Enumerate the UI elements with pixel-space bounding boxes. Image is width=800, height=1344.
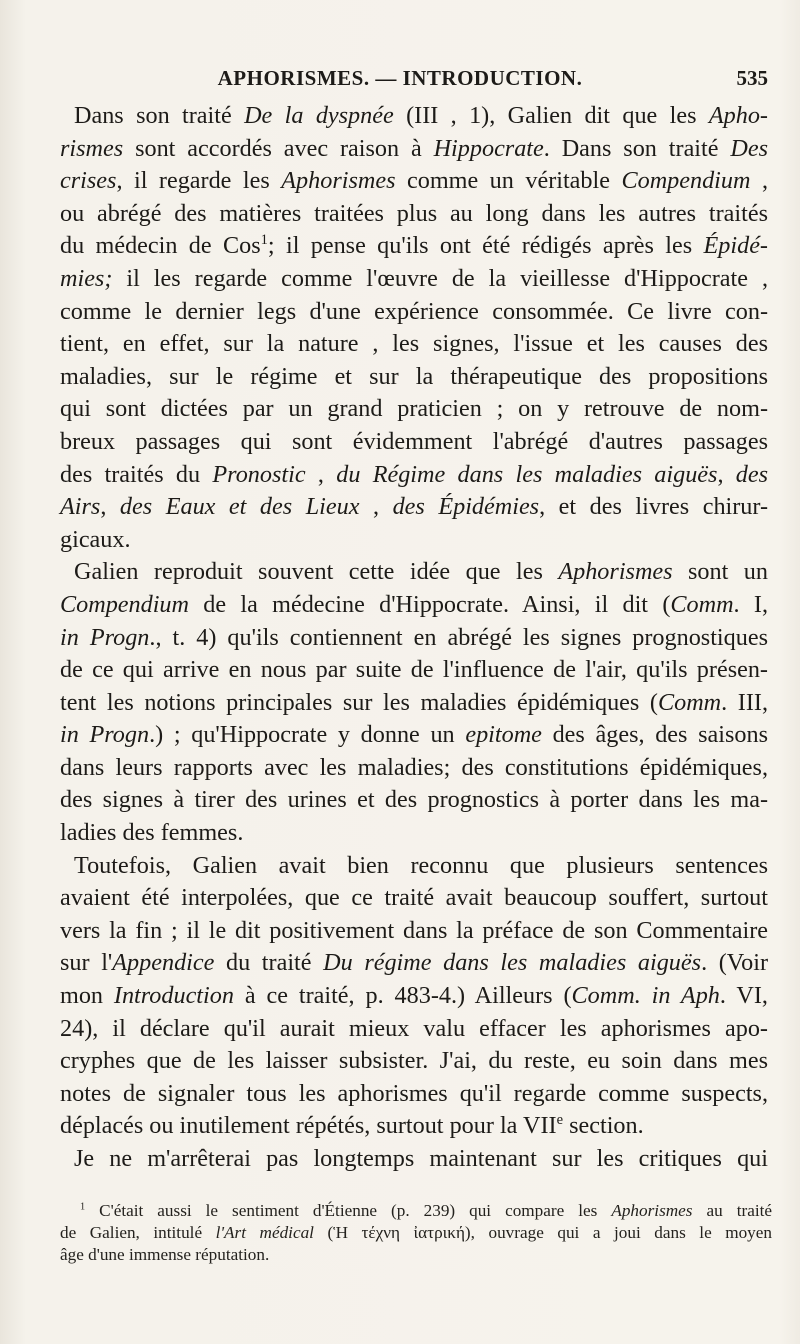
text-line: qui sont dictées par un grand praticien ; on y retrouve de nom-	[60, 395, 768, 423]
text-line: avaient été interpolées, que ce traité avait beaucoup souffert, surtout	[60, 884, 768, 912]
text-line: maladies, sur le régime et sur la thérapeutique des propositions	[60, 362, 768, 390]
text-line: Compendium de la médecine d'Hippocrate. Ainsi, il dit (Comm. I,	[60, 590, 768, 618]
paragraph	[60, 850, 768, 1143]
text-line: des signes à tirer des urines et des prognostics à porter dans les ma-	[60, 786, 768, 814]
text-line: Dans son traité De la dyspnée (III , 1), Galien dit que les Apho-	[74, 102, 768, 129]
text-line: mies; il les regarde comme l'œuvre de la vieillesse d'Hippocrate ,	[60, 264, 768, 292]
footnote	[60, 1200, 772, 1266]
text-line: du médecin de Cos$^1$; il pense qu'ils ont été rédigés après les Épidé-	[60, 232, 768, 260]
page-header	[0, 66, 800, 98]
text-line: de ce qui arrive en nous par suite de l'influence de l'air, qu'ils présen-	[60, 656, 768, 684]
text-line: Toutefois, Galien avait bien reconnu que plusieurs sentences	[74, 851, 768, 879]
text-line: ou abrégé des matières traitées plus au long dans les autres traités	[60, 199, 768, 227]
text-line: dans leurs rapports avec les maladies; des constitutions épidémiques,	[60, 753, 768, 781]
text-line: sur l'Appendice du traité Du régime dans les maladies aiguës. (Voir	[60, 949, 769, 977]
text-line: des traités du Pronostic , du Régime dans les maladies aiguës, des	[60, 460, 769, 488]
footnote-line: $^1$ C'était aussi le sentiment d'Étienne (p. 239) qui compare les Aphorismes au traité	[80, 1201, 773, 1220]
text-line: cryphes que de les laisser subsister. J'ai, du reste, eu soin dans mes	[60, 1047, 768, 1075]
footnote-line: âge d'une immense réputation.	[60, 1245, 270, 1264]
paragraph	[60, 556, 768, 849]
text-line: Je ne m'arrêterai pas longtemps maintenant sur les critiques qui	[74, 1145, 768, 1172]
text-line: tient, en effet, sur la nature , les signes, l'issue et les causes des	[60, 330, 768, 358]
text-line: Galien reproduit souvent cette idée que les Aphorismes sont un	[74, 558, 768, 586]
text-line: déplacés ou inutilement répétés, surtout pour la VIIe section.	[60, 1112, 644, 1140]
text-line: ladies des femmes.	[60, 819, 244, 847]
paragraph	[60, 100, 768, 556]
page-number: 535	[736, 66, 768, 90]
text-line: 24), il déclare qu'il aurait mieux valu effacer les aphorismes apo-	[60, 1014, 768, 1042]
text-line: tent les notions principales sur les maladies épidémiques (Comm. III,	[60, 688, 768, 716]
text-line: gicaux.	[60, 525, 131, 553]
text-line: notes de signaler tous les aphorismes qu'il regarde comme suspects,	[60, 1079, 768, 1107]
text-line: vers la fin ; il le dit positivement dans la préface de son Commentaire	[60, 916, 768, 944]
text-line: breux passages qui sont évidemment l'abrégé d'autres passages	[60, 427, 768, 455]
footnote-line: de Galien, intitulé l'Art médical (Ἡ τέχνη ἰατρική), ouvrage qui a joui dans le moyen	[60, 1223, 773, 1242]
paragraph	[60, 1143, 768, 1176]
text-line: mon Introduction à ce traité, p. 483-4.) Ailleurs (Comm. in Aph. VI,	[60, 982, 768, 1010]
text-line: crises, il regarde les Aphorismes comme un véritable Compendium ,	[60, 167, 769, 195]
text-line: rismes sont accordés avec raison à Hippocrate. Dans son traité Des	[60, 134, 768, 162]
text-line: comme le dernier legs d'une expérience consommée. Ce livre con-	[60, 297, 768, 325]
body-text	[60, 100, 768, 1176]
running-title: APHORISMES. — INTRODUCTION.	[217, 66, 583, 90]
text-line: Airs, des Eaux et des Lieux , des Épidémies, et des livres chirur-	[60, 493, 769, 521]
text-line: in Progn.) ; qu'Hippocrate y donne un epitome des âges, des saisons	[60, 721, 768, 749]
text-line: in Progn., t. 4) qu'ils contiennent en abrégé les signes prognostiques	[60, 623, 768, 651]
